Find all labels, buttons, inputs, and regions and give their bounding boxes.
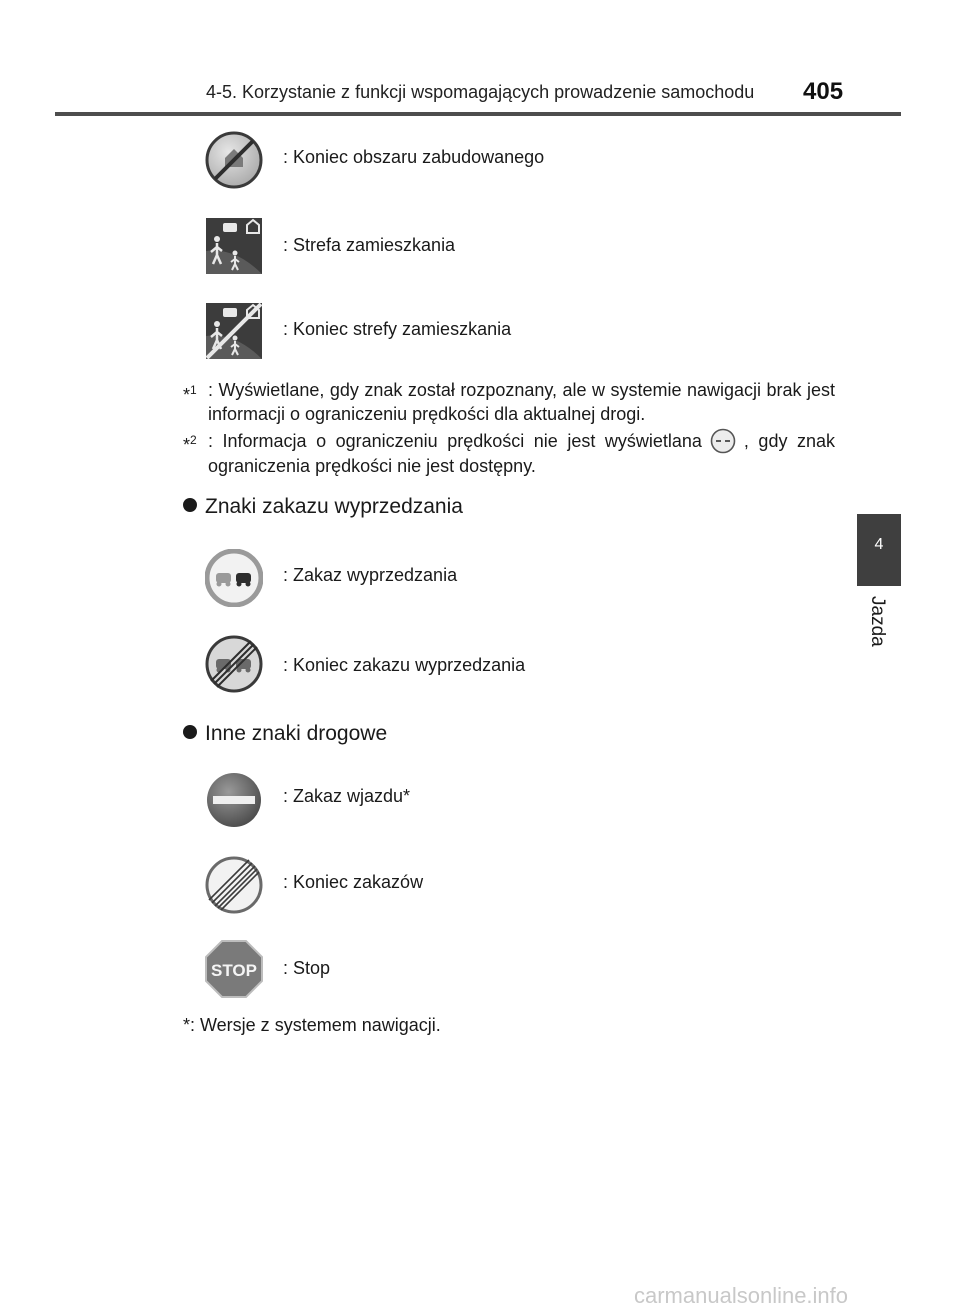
sign-label-stop: : Stop: [283, 958, 331, 978]
footnote-2-text-after: , gdy znak ograniczenia prędkości nie jest dostępny.: [208, 431, 836, 476]
section-heading-other-text: Inne znaki drogowe: [205, 722, 388, 745]
stop-sign-text: STOP: [211, 961, 257, 980]
footnote-1-text: : Wyświetlane, gdy znak został rozpoznany, ale w systemie nawigacji brak jest informacji o ograniczeniu prędkości dla aktualnej drogi.: [208, 380, 835, 424]
section-heading-other: [183, 722, 387, 746]
sign-label-end-of-residential-zone: : Koniec strefy zamieszkania: [283, 319, 512, 339]
sign-label-no-overtaking: : Zakaz wyprzedzania: [283, 565, 458, 585]
no-entry-sign-icon: [205, 771, 263, 829]
chapter-tab: [857, 514, 901, 586]
footnote-2-mark: [183, 428, 197, 457]
footer-note: *: Wersje z systemem nawigacji.: [183, 1015, 441, 1035]
end-of-built-up-area-sign-icon: [205, 131, 263, 189]
footnote-2-sup: 2: [190, 433, 197, 447]
footnote-2: [183, 428, 835, 478]
bullet-icon: [183, 498, 197, 512]
section-heading-overtaking-text: Znaki zakazu wyprzedzania: [205, 495, 463, 518]
residential-zone-sign-icon: [205, 217, 263, 275]
header-title: 4-5. Korzystanie z funkcji wspomagających prowadzenie samochodu: [206, 82, 755, 102]
sign-label-no-entry: : Zakaz wjazdu*: [283, 786, 411, 806]
no-overtaking-sign-icon: [205, 549, 263, 607]
footnote-2-text-before: : Informacja o ograniczeniu prędkości nie jest wyświetlana: [208, 431, 702, 451]
footnote-1: [183, 378, 835, 426]
bullet-icon: [183, 725, 197, 739]
sign-label-end-of-restrictions: : Koniec zakazów: [283, 872, 424, 892]
end-of-no-overtaking-sign-icon: [205, 635, 263, 693]
stop-sign-icon: [205, 940, 263, 998]
dashed-speed-limit-icon: [710, 428, 736, 454]
page-number: 405: [803, 78, 844, 105]
sign-label-end-of-built-up-area: : Koniec obszaru zabudowanego: [283, 147, 545, 167]
chapter-number: 4: [874, 536, 884, 553]
header-divider: [55, 112, 901, 116]
end-of-restrictions-sign-icon: [205, 856, 263, 914]
watermark: carmanualsonline.info: [634, 1283, 849, 1308]
footnote-1-sup: 1: [190, 383, 197, 397]
sign-label-residential-zone: : Strefa zamieszkania: [283, 235, 456, 255]
sign-label-end-of-no-overtaking: : Koniec zakazu wyprzedzania: [283, 655, 526, 675]
section-heading-overtaking: [183, 495, 463, 519]
footnote-2-asterisk: *: [183, 435, 191, 455]
footnote-1-mark: [183, 378, 197, 407]
footnote-2-text: [208, 428, 835, 478]
footnote-1-asterisk: *: [183, 385, 191, 405]
end-of-residential-zone-sign-icon: [205, 302, 263, 360]
chapter-label: Jazda: [867, 596, 888, 647]
